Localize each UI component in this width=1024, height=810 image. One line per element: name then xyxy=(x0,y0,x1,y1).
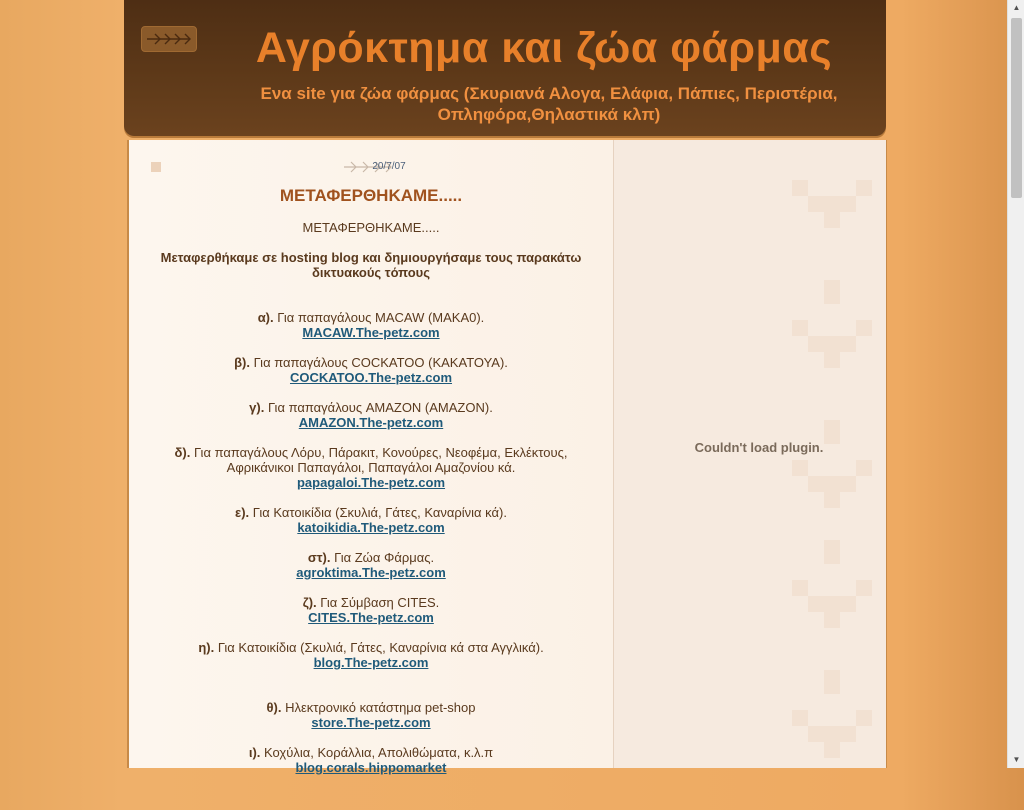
post-title[interactable]: ΜΕΤΑΦΕΡΘΗΚΑΜΕ..... xyxy=(279,186,463,205)
scrollbar-thumb[interactable] xyxy=(1011,18,1022,198)
blog-description: Ενα site για ζώα φάρμας (Σκυριανά Αλογα, Ελάφια, Πάπιες, Περιστέρια, Οπληφόρα,Θηλαστικά κλπ) xyxy=(260,84,838,124)
sidebar-pattern xyxy=(792,540,872,680)
corner-decoration xyxy=(151,162,161,172)
post-subtitle: ΜΕΤΑΦΕΡΘΗΚΑΜΕ..... xyxy=(302,220,440,235)
sidebar-pattern xyxy=(792,670,872,810)
list-item xyxy=(149,400,593,430)
item-link[interactable]: AMAZON.The-petz.com xyxy=(298,415,444,430)
item-link[interactable]: blog.The-petz.com xyxy=(313,655,429,670)
item-text: Για παπαγάλους COCKATOO (ΚΑΚΑΤΟΥΑ). xyxy=(249,355,508,370)
item-link[interactable]: papagaloi.The-petz.com xyxy=(296,475,446,490)
plugin-error-message: Couldn't load plugin. xyxy=(694,440,824,455)
content-area xyxy=(127,140,887,775)
item-text: Για παπαγάλους Λόρυ, Πάρακιτ, Κονούρες, Νεοφέμα, Εκλέκτους, Αφρικάνικοι Παπαγάλοι, Παπαγάλοι Αμαζονίου κά. xyxy=(190,445,568,475)
list-item xyxy=(149,310,593,340)
item-text: Για Ζώα Φάρμας. xyxy=(330,550,435,565)
item-link[interactable]: store.The-petz.com xyxy=(311,715,431,730)
scroll-down-arrow-icon[interactable]: ▼ xyxy=(1012,755,1021,764)
item-link[interactable]: COCKATOO.The-petz.com xyxy=(289,370,453,385)
page xyxy=(124,0,886,775)
header-badge xyxy=(141,26,197,52)
list-item xyxy=(149,640,593,670)
item-link[interactable]: CITES.The-petz.com xyxy=(308,610,434,625)
item-label: θ). xyxy=(266,700,282,715)
vertical-scrollbar[interactable] xyxy=(1007,0,1024,768)
list-item xyxy=(149,355,593,385)
post-intro: Μεταφερθήκαμε σε hosting blog και δημιουργήσαμε τους παρακάτω δικτυακούς τόπους xyxy=(160,250,582,280)
item-label: στ). xyxy=(307,550,331,565)
item-label: δ). xyxy=(174,445,191,460)
list-item xyxy=(149,505,593,535)
blog-title[interactable]: Αγρόκτημα και ζώα φάρμας xyxy=(255,24,833,72)
item-text: Για παπαγάλους AMAZON (AMAZON). xyxy=(264,400,493,415)
item-label: γ). xyxy=(249,400,265,415)
item-label: η). xyxy=(198,640,215,655)
main-column xyxy=(129,140,613,775)
item-link[interactable]: MACAW.The-petz.com xyxy=(302,325,440,340)
list-item xyxy=(149,700,593,730)
item-text: Για παπαγάλους MACAW (ΜΑΚΑ0). xyxy=(273,310,485,325)
blog-header xyxy=(124,0,886,136)
item-label: ι). xyxy=(248,745,261,760)
list-item xyxy=(149,595,593,625)
item-link[interactable]: agroktima.The-petz.com xyxy=(296,565,446,580)
item-text: Ηλεκτρονικό κατάστημα pet-shop xyxy=(281,700,476,715)
scroll-up-arrow-icon[interactable]: ▲ xyxy=(1012,3,1021,12)
item-text: Για Κατοικίδια (Σκυλιά, Γάτες, Καναρίνια κά). xyxy=(249,505,507,520)
post-date: 20/7/07 xyxy=(372,161,406,172)
item-label: α). xyxy=(257,310,274,325)
list-item xyxy=(149,745,593,775)
list-item xyxy=(149,445,593,490)
item-label: ζ). xyxy=(302,595,317,610)
sidebar-pattern xyxy=(792,280,872,420)
list-item xyxy=(149,550,593,580)
item-text: Κοχύλια, Κοράλλια, Απολιθώματα, κ.λ.π xyxy=(260,745,494,760)
item-label: ε). xyxy=(235,505,250,520)
item-text: Για Κατοικίδια (Σκυλιά, Γάτες, Καναρίνια κά στα Αγγλικά). xyxy=(214,640,544,655)
item-link[interactable]: katoikidia.The-petz.com xyxy=(297,520,445,535)
arrows-icon xyxy=(146,31,192,47)
item-label: β). xyxy=(234,355,250,370)
sidebar xyxy=(613,140,886,768)
item-link[interactable]: blog.corals.hippomarket xyxy=(295,760,447,775)
item-text: Για Σύμβαση CITES. xyxy=(316,595,440,610)
